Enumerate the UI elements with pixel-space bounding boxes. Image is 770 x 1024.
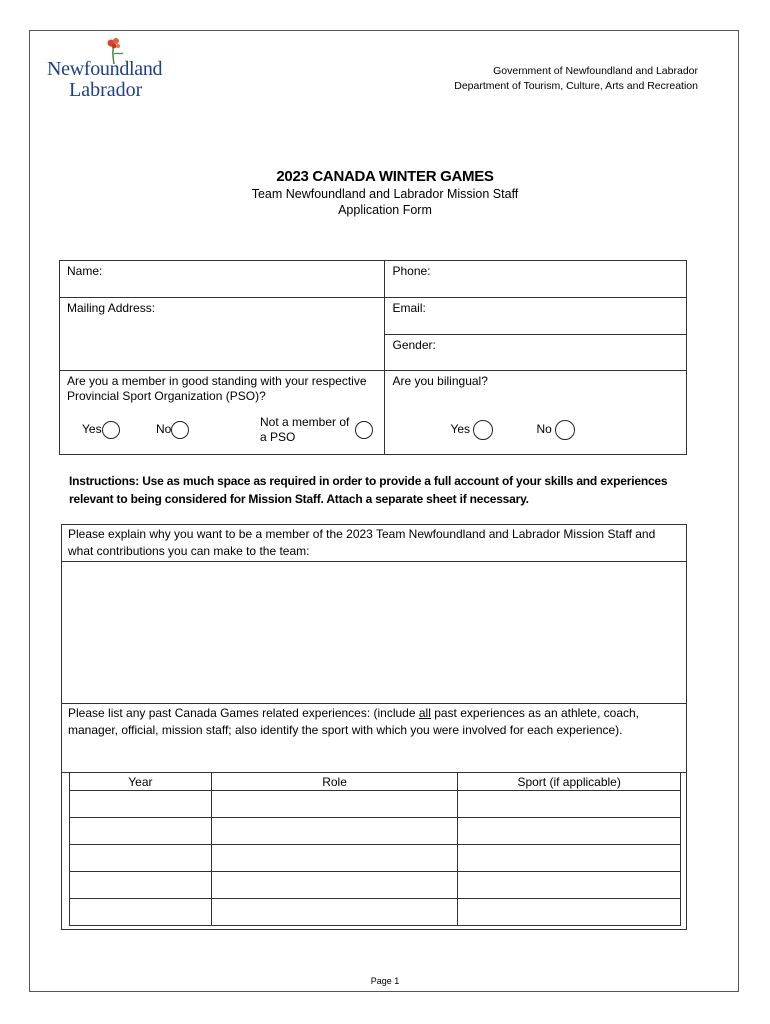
applicant-info-table bbox=[59, 260, 687, 455]
bilingual-question: Are you bilingual? bbox=[392, 374, 488, 388]
logo-word-labrador: Labrador bbox=[69, 79, 143, 101]
past-experience-question bbox=[62, 703, 686, 773]
experience-table bbox=[69, 773, 681, 926]
year-cell[interactable] bbox=[70, 845, 212, 872]
role-cell[interactable] bbox=[211, 818, 458, 845]
role-cell[interactable] bbox=[211, 899, 458, 926]
sport-cell[interactable] bbox=[458, 899, 681, 926]
government-name: Government of Newfoundland and Labrador bbox=[493, 65, 698, 77]
phone-label: Phone: bbox=[392, 264, 431, 278]
sport-cell[interactable] bbox=[458, 818, 681, 845]
role-cell[interactable] bbox=[211, 845, 458, 872]
past-experience-text-1: Please list any past Canada Games related experiences: (include bbox=[68, 706, 419, 720]
pso-yes-label: Yes bbox=[82, 422, 102, 437]
form-subtitle-2: Application Form bbox=[338, 203, 432, 217]
role-cell[interactable] bbox=[211, 872, 458, 899]
pso-no-option[interactable] bbox=[156, 421, 189, 439]
bilingual-yes-option[interactable] bbox=[450, 420, 493, 440]
department-name: Department of Tourism, Culture, Arts and Recreation bbox=[454, 80, 698, 92]
pso-yes-option[interactable] bbox=[82, 421, 120, 439]
year-column-header: Year bbox=[70, 773, 212, 791]
name-label: Name: bbox=[67, 264, 103, 278]
bilingual-question-cell bbox=[385, 371, 687, 455]
bilingual-no-option[interactable] bbox=[536, 420, 575, 440]
role-column-header: Role bbox=[211, 773, 458, 791]
sport-cell[interactable] bbox=[458, 872, 681, 899]
gender-label: Gender: bbox=[392, 338, 436, 352]
mailing-address-label: Mailing Address: bbox=[67, 301, 156, 315]
sport-column-header: Sport (if applicable) bbox=[458, 773, 681, 791]
bilingual-no-label: No bbox=[536, 422, 552, 437]
instructions-text: Instructions: Use as much space as required in order to provide a full account of your skills and experiences relevant to being considered for Mission Staff. Attach a separate sheet if necessary. bbox=[69, 474, 668, 506]
form-subtitle: Team Newfoundland and Labrador Mission Staff bbox=[251, 187, 519, 201]
pso-not-member-label: Not a member of a PSO bbox=[260, 415, 350, 444]
role-cell[interactable] bbox=[211, 791, 458, 818]
past-experience-text-2: past experiences as an athlete, coach, manager, official, mission staff; also identify the sport with which you were involved for each experience). bbox=[68, 706, 640, 737]
table-row bbox=[70, 872, 681, 899]
year-cell[interactable] bbox=[70, 872, 212, 899]
mailing-address-field[interactable] bbox=[60, 298, 385, 371]
table-row bbox=[70, 791, 681, 818]
name-field[interactable] bbox=[60, 261, 385, 298]
logo-word-newfoundland: Newfoundland bbox=[47, 58, 163, 80]
year-cell[interactable] bbox=[70, 818, 212, 845]
pso-no-radio[interactable] bbox=[171, 421, 189, 439]
email-label: Email: bbox=[392, 301, 426, 315]
bilingual-yes-label: Yes bbox=[450, 422, 471, 437]
contribution-answer-area[interactable] bbox=[62, 562, 686, 703]
table-row bbox=[70, 845, 681, 872]
phone-field[interactable] bbox=[385, 261, 687, 298]
gender-field[interactable] bbox=[385, 335, 687, 371]
form-title: 2023 CANADA WINTER GAMES bbox=[276, 168, 494, 185]
sport-cell[interactable] bbox=[458, 845, 681, 872]
newfoundland-labrador-logo bbox=[47, 42, 177, 102]
pso-not-member-radio[interactable] bbox=[355, 421, 373, 439]
government-header bbox=[454, 64, 698, 94]
year-cell[interactable] bbox=[70, 791, 212, 818]
contribution-question: Please explain why you want to be a member of the 2023 Team Newfoundland and Labrador Mission Staff and what contributions you can make to the team: bbox=[62, 525, 686, 562]
experience-table-header bbox=[70, 773, 681, 791]
experience-section bbox=[61, 524, 687, 930]
pso-no-label: No bbox=[156, 422, 172, 437]
page-number: Page 1 bbox=[370, 976, 400, 986]
bilingual-no-radio[interactable] bbox=[555, 420, 575, 440]
pso-question-cell bbox=[60, 371, 385, 455]
year-cell[interactable] bbox=[70, 899, 212, 926]
form-title-block bbox=[0, 168, 770, 217]
pso-question: Are you a member in good standing with your respective Provincial Sport Organization (PSO)? bbox=[67, 374, 367, 403]
bilingual-yes-radio[interactable] bbox=[473, 420, 493, 440]
table-row bbox=[70, 818, 681, 845]
sport-cell[interactable] bbox=[458, 791, 681, 818]
pso-yes-radio[interactable] bbox=[102, 421, 120, 439]
past-experience-emphasis: all bbox=[418, 706, 431, 720]
email-field[interactable] bbox=[385, 298, 687, 335]
table-row bbox=[70, 899, 681, 926]
